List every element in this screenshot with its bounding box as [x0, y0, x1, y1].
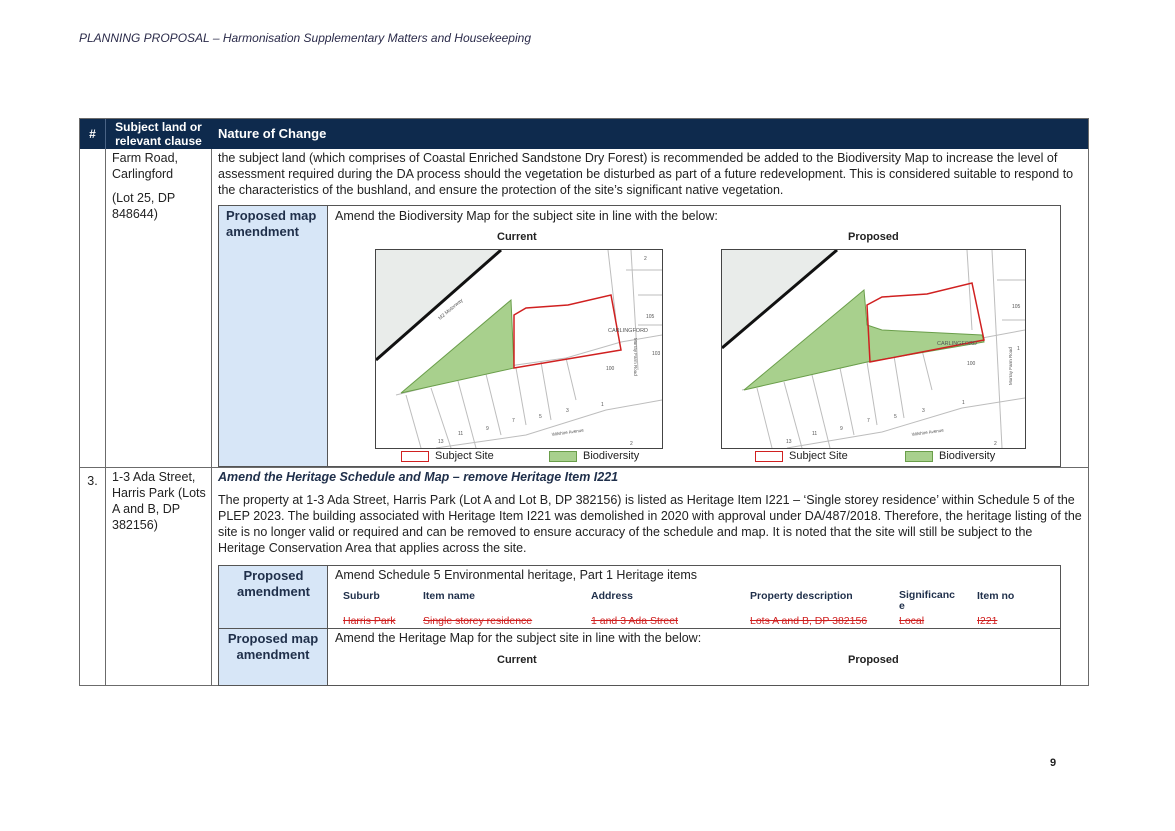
planning-table	[79, 118, 1089, 686]
svg-text:9: 9	[840, 426, 843, 432]
svg-text:3: 3	[922, 408, 925, 414]
row1-subject-lot: (Lot 25, DP 848644)	[112, 191, 176, 221]
proposed-map-drawing	[722, 250, 1025, 448]
legend-subject-swatch	[401, 451, 429, 462]
svg-text:105: 105	[646, 314, 655, 320]
sched-cell-suburb: Harris Park	[343, 615, 396, 627]
svg-text:103: 103	[652, 351, 661, 357]
heritage-current-title: Current	[497, 654, 537, 666]
col-divider	[211, 149, 212, 686]
row2-amendment-label: Proposed amendment	[219, 566, 328, 628]
svg-text:2: 2	[994, 441, 997, 447]
current-map	[375, 249, 663, 449]
col-subject-header: Subject land or relevant clause	[115, 120, 202, 148]
map-street-label: Wilshire Avenue	[551, 427, 585, 437]
svg-text:7: 7	[867, 418, 870, 424]
row2-amendment-box	[218, 565, 1061, 686]
svg-text:11: 11	[812, 431, 818, 437]
row2-map-amendment-text: Amend the Heritage Map for the subject site in line with the below:	[335, 631, 702, 645]
row1-nature-text: the subject land (which comprises of Coastal Enriched Sandstone Dry Forest) is recommended be added to the Biodiversity Map to increase the level of assessment required during the DA process should the vegetation be disturbed as part of a future redevelopment. This is considered suitable to respond to the characteristics of the bushland, and ensure the protection of the site’s significant native vegetation.	[218, 151, 1074, 197]
sched-cell-property: Lots A and B, DP 382156	[750, 615, 868, 627]
current-map-title: Current	[497, 231, 537, 243]
sched-cell-address: 1 and 3 Ada Street	[591, 615, 678, 627]
heritage-proposed-title: Proposed	[848, 654, 899, 666]
svg-text:13: 13	[438, 439, 444, 445]
svg-text:1: 1	[962, 400, 965, 406]
svg-text:2: 2	[630, 441, 633, 447]
row2-amendment-text: Amend Schedule 5 Environmental heritage, Part 1 Heritage items	[335, 568, 697, 582]
sched-header-address: Address	[591, 590, 634, 602]
legend-subject-site: Subject Site	[401, 450, 494, 462]
row2-number: 3.	[87, 474, 98, 488]
svg-text:5: 5	[539, 414, 542, 420]
row-divider	[80, 467, 1088, 468]
row2-title: Amend the Heritage Schedule and Map – remove Heritage Item I221	[218, 470, 619, 484]
svg-text:105: 105	[1012, 304, 1021, 310]
svg-text:2: 2	[644, 256, 647, 262]
svg-text:7: 7	[512, 418, 515, 424]
legend-biodiversity: Biodiversity	[905, 450, 995, 462]
svg-text:1: 1	[601, 402, 604, 408]
col-nature-header: Nature of Change	[218, 126, 327, 141]
row2-subject: 1-3 Ada Street, Harris Park (Lots A and B, DP 382156)	[112, 470, 206, 532]
map-street-label: Murray Farm Road	[633, 338, 638, 376]
col-divider	[105, 149, 106, 686]
proposed-map-title: Proposed	[848, 231, 899, 243]
sched-header-item-name: Item name	[423, 590, 475, 602]
svg-text:100: 100	[606, 366, 615, 372]
sched-header-item-no: Item no	[977, 590, 1015, 602]
heritage-schedule	[343, 590, 1043, 626]
proposed-map	[721, 249, 1026, 449]
map-road-label: M2 Motorway	[437, 297, 465, 322]
svg-text:1: 1	[1017, 346, 1020, 352]
legend-subject-swatch	[755, 451, 783, 462]
row1-proposal-text: Amend the Biodiversity Map for the subject site in line with the below:	[335, 209, 718, 223]
col-number-header: #	[80, 119, 106, 149]
sched-header-suburb: Suburb	[343, 590, 380, 602]
legend-subject-site: Subject Site	[755, 450, 848, 462]
page-header: PLANNING PROPOSAL – Harmonisation Supplementary Matters and Housekeeping	[79, 31, 531, 45]
svg-text:9: 9	[486, 426, 489, 432]
table-header	[80, 119, 1088, 149]
sched-cell-significance: Local	[899, 615, 925, 627]
svg-text:100: 100	[967, 361, 976, 367]
page-number: 9	[1050, 757, 1057, 769]
map-street-label: Wilshire Avenue	[911, 427, 945, 437]
sched-header-significance: Significanc e	[899, 589, 956, 612]
row1-proposal-box	[218, 205, 1061, 467]
sched-cell-item-name: Single storey residence	[423, 615, 533, 627]
svg-text:3: 3	[566, 408, 569, 414]
map-suburb-label: CARLINGFORD	[608, 328, 649, 334]
map-street-label: Murray Farm Road	[1008, 347, 1013, 385]
svg-text:5: 5	[894, 414, 897, 420]
legend-bio-swatch	[905, 451, 933, 462]
row1-subject: Farm Road, Carlingford	[112, 151, 178, 181]
svg-text:11: 11	[458, 431, 464, 437]
legend-biodiversity: Biodiversity	[549, 450, 639, 462]
svg-text:13: 13	[786, 439, 792, 445]
current-map-drawing	[376, 250, 662, 448]
row1-proposal-label: Proposed map amendment	[219, 206, 328, 466]
row2-map-amendment-label: Proposed map amendment	[219, 629, 327, 685]
sched-cell-item-no: I221	[977, 615, 998, 627]
sched-header-property: Property description	[750, 590, 853, 602]
row2-nature-text: The property at 1-3 Ada Street, Harris Park (Lot A and Lot B, DP 382156) is listed as Heritage Item I221 – ‘Single storey residence’ within Schedule 5 of the PLEP 2023. The building associated with Heritage Item I221 was demolished in 2020 with approval under DA/487/2018. Therefore, the heritage listing of the site is no longer valid or required and can be removed to ensure accuracy of the schedule and map. It is noted that the site will still be subject to the Heritage Conservation Area that applies across the site.	[218, 493, 1082, 555]
legend-bio-swatch	[549, 451, 577, 462]
map-suburb-label: CARLINGFORD	[937, 341, 978, 347]
